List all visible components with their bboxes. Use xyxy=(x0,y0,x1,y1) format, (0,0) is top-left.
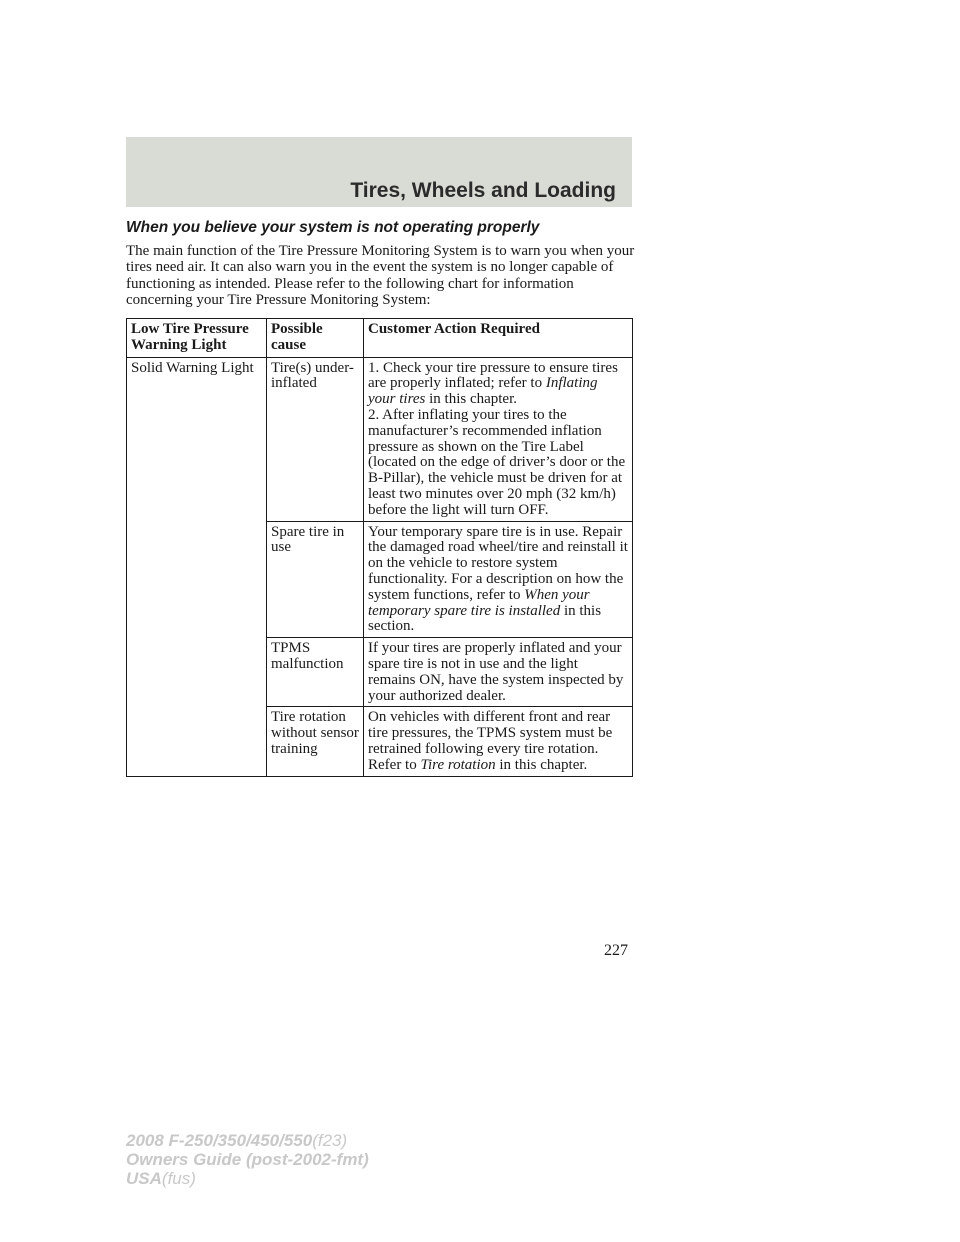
action-text: If your tires are properly inflated and your spare tire is not in use and the light remains ON, have the system inspected by your authorized dealer. xyxy=(368,640,624,704)
action-cell xyxy=(364,638,633,707)
cross-reference: Tire rotation xyxy=(420,756,496,773)
tpms-troubleshooting-table xyxy=(126,318,633,777)
chapter-title: Tires, Wheels and Loading xyxy=(350,179,616,202)
action-cell xyxy=(364,707,633,776)
action-text: Your temporary spare tire is in use. Repair the damaged road wheel/tire and reinstall it on the vehicle to restore system functionality. For a description on how the system functions, refer to xyxy=(368,523,628,603)
cause-cell: Tire rotation without sensor training xyxy=(267,707,364,776)
footer-market-line xyxy=(126,1169,369,1188)
warning-light-cell: Solid Warning Light xyxy=(127,357,267,776)
cross-reference: When your temporary spare tire is installed xyxy=(368,586,590,619)
section-heading: When you believe your system is not operating properly xyxy=(126,219,540,236)
action-text: 2. After inflating your tires to the manufacturer’s recommended inflation pressure as shown on the Tire Label (located on the edge of driver’s door or the B-Pillar), the vehicle must be driven for at least two minutes over 20 mph (32 km/h) before the light will turn OFF. xyxy=(368,406,626,518)
table-header-row xyxy=(127,319,633,358)
cross-reference: Inflating your tires xyxy=(368,375,598,408)
action-cell xyxy=(364,521,633,638)
action-cell xyxy=(364,357,633,521)
action-text: in this chapter. xyxy=(425,391,518,408)
header-warning-light: Low Tire Pressure Warning Light xyxy=(127,319,267,358)
footer-model-line xyxy=(126,1131,369,1150)
document-footer xyxy=(126,1131,369,1188)
footer-market: USA xyxy=(126,1169,162,1188)
action-text: On vehicles with different front and rear tire pressures, the TPMS system must be retrained following every tire rotation. Refer to xyxy=(368,709,613,773)
table-row xyxy=(127,357,633,521)
footer-market-code: (fus) xyxy=(161,1169,196,1188)
page-number: 227 xyxy=(604,942,628,959)
action-text: in this section. xyxy=(368,602,602,635)
cause-cell: Spare tire in use xyxy=(267,521,364,638)
action-text: 1. Check your tire pressure to ensure tires are properly inflated; refer to xyxy=(368,359,618,392)
action-text: in this chapter. xyxy=(495,756,588,773)
cause-cell: TPMS malfunction xyxy=(267,638,364,707)
chapter-header-band xyxy=(126,137,632,207)
intro-paragraph: The main function of the Tire Pressure Monitoring System is to warn you when your tires need air. It can also warn you in the event the system is no longer capable of functioning as intended. Please refer to the following chart for information concerning your Tire Pressure Monitoring System: xyxy=(126,243,635,308)
footer-guide: Owners Guide (post-2002-fmt) xyxy=(126,1150,369,1169)
header-possible-cause: Possible cause xyxy=(267,319,364,358)
cause-cell: Tire(s) under-inflated xyxy=(267,357,364,521)
header-customer-action: Customer Action Required xyxy=(364,319,633,358)
footer-model-code: (f23) xyxy=(312,1131,348,1150)
footer-model: 2008 F-250/350/450/550 xyxy=(126,1131,313,1150)
